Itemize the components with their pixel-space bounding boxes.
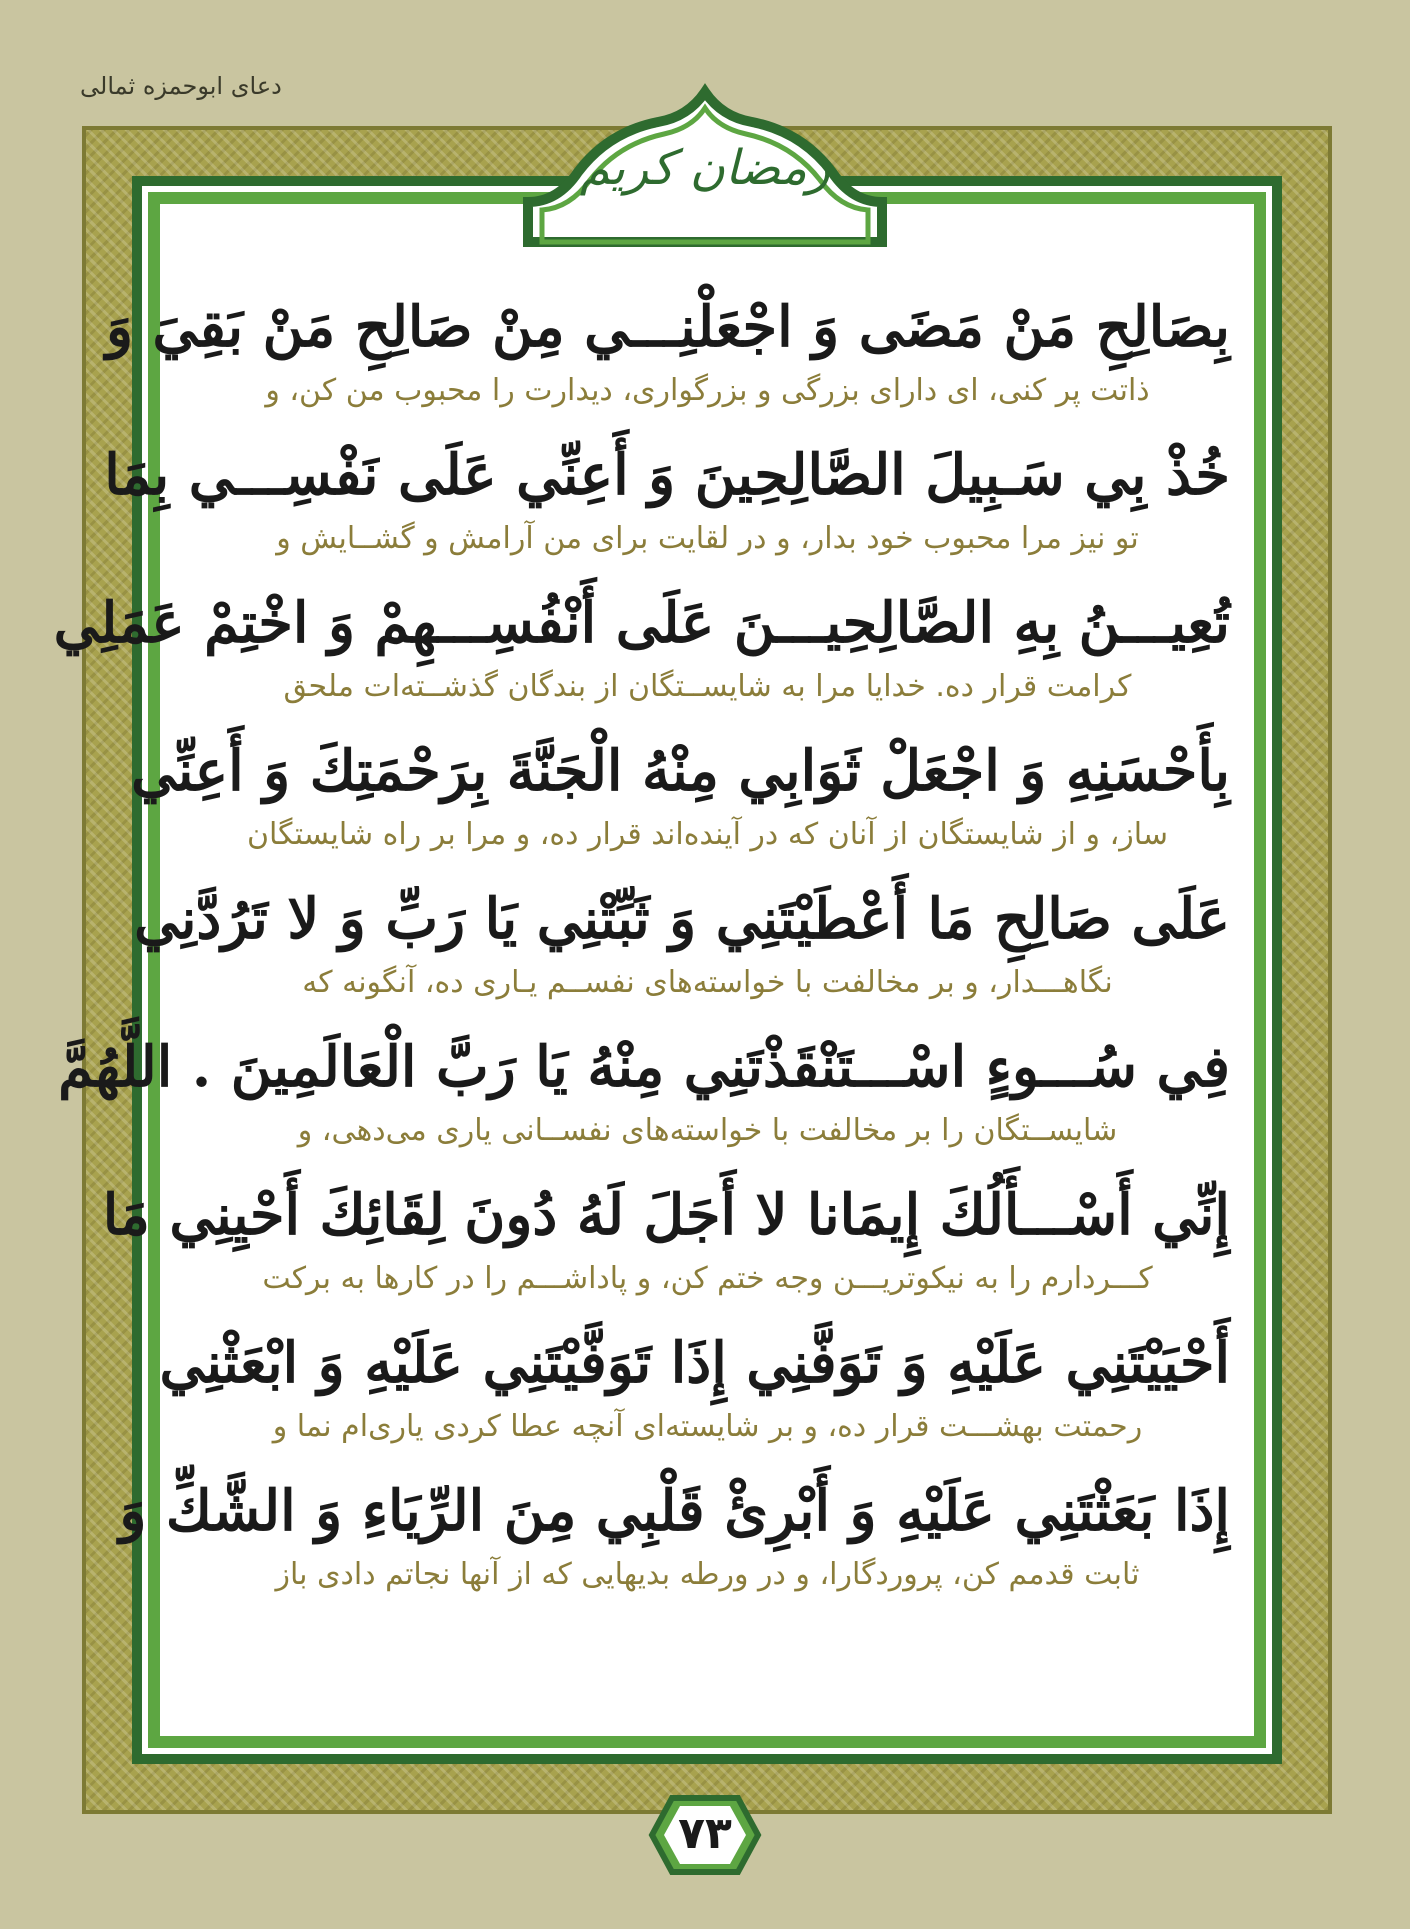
arabic-line: بِصَالِحِ مَنْ مَضَى وَ اجْعَلْنِـــي مِنْ صَالِحِ مَنْ بَقِيَ وَ [105, 294, 1230, 360]
arabic-line: عَلَى صَالِحِ مَا أَعْطَيْتَنِي وَ ثَبِّتْنِي يَا رَبِّ وَ لا تَرُدَّنِي [134, 886, 1230, 952]
persian-translation: تو نیز مرا محبوب خود بدار، و در لقایت برای من آرامش و گشــایش و [276, 521, 1139, 556]
prayer-text [53, 285, 1230, 1617]
verse-pair [58, 1025, 1230, 1153]
verse-pair [134, 877, 1230, 1005]
persian-translation: نگاهـــدار، و بر مخالفت با خواسته‌های نفســم یـاری ده، آنگونه که [302, 965, 1113, 1000]
persian-translation: ساز، و از شایستگان از آنان که در آینده‌اند قرار ده، و مرا بر راه شایستگان [246, 817, 1169, 852]
persian-translation: رحمتت بهشـــت قرار ده، و بر شایسته‌ای آنچه عطا کردی یاری‌ام نما و [272, 1409, 1143, 1444]
persian-translation: ثابت قدمم کن، پروردگارا، و در ورطه بدیهایی که از آنها نجاتم دادی باز [275, 1557, 1140, 1592]
arabic-line: أَحْيَيْتَنِي عَلَيْهِ وَ تَوَفَّنِي إِذَا تَوَفَّيْتَنِي عَلَيْهِ وَ ابْعَثْنِي [159, 1330, 1230, 1396]
persian-translation: شایســتگان را بر مخالفت با خواسته‌های نفســانی یاری می‌دهی، و [297, 1113, 1118, 1148]
arabic-line: فِي سُـــوءٍ اسْـــتَنْقَذْتَنِي مِنْهُ يَا رَبَّ الْعَالَمِينَ . اللَّهُمَّ [58, 1034, 1230, 1100]
verse-pair [119, 1469, 1230, 1597]
crown-medallion [518, 92, 892, 242]
persian-translation: ذاتت پر کنی، ای دارای بزرگی و بزرگواری، دیدارت را محبوب من کن، و [265, 373, 1150, 408]
verse-pair [102, 1173, 1230, 1301]
ramadan-calligraphy: رمضان کریم [579, 140, 831, 196]
book-title: دعای ابوحمزه ثمالی [80, 72, 282, 100]
page-number-badge [632, 1790, 778, 1880]
persian-translation: کرامت قرار ده. خدایا مرا به شایســتگان از بندگان گذشــته‌ات ملحق [283, 669, 1132, 704]
verse-pair [104, 433, 1230, 561]
arabic-line: بِأَحْسَنِهِ وَ اجْعَلْ ثَوَابِي مِنْهُ الْجَنَّةَ بِرَحْمَتِكَ وَ أَعِنِّي [131, 738, 1230, 804]
verse-pair [159, 1321, 1230, 1449]
verse-pair [131, 729, 1230, 857]
page-number: ۷۳ [678, 1808, 732, 1859]
arabic-line: تُعِيـــنُ بِهِ الصَّالِحِيـــنَ عَلَى أَنْفُسِـــهِمْ وَ اخْتِمْ عَمَلِي [53, 590, 1230, 656]
arabic-line: إِذَا بَعَثْتَنِي عَلَيْهِ وَ أَبْرِئْ قَلْبِي مِنَ الرِّيَاءِ وَ الشَّكِّ وَ [119, 1478, 1230, 1544]
arabic-line: إِنِّي أَسْـــأَلُكَ إِيمَانا لا أَجَلَ لَهُ دُونَ لِقَائِكَ أَحْيِنِي مَا [102, 1182, 1230, 1248]
arabic-line: خُذْ بِي سَـبِيلَ الصَّالِحِينَ وَ أَعِنِّي عَلَى نَفْسِـــي بِمَا [104, 442, 1230, 508]
verse-pair [105, 285, 1230, 413]
persian-translation: کـــردارم را به نیکوتریـــن وجه ختم کن، و پاداشـــم را در کارها به برکت [262, 1261, 1153, 1296]
verse-pair [53, 581, 1230, 709]
